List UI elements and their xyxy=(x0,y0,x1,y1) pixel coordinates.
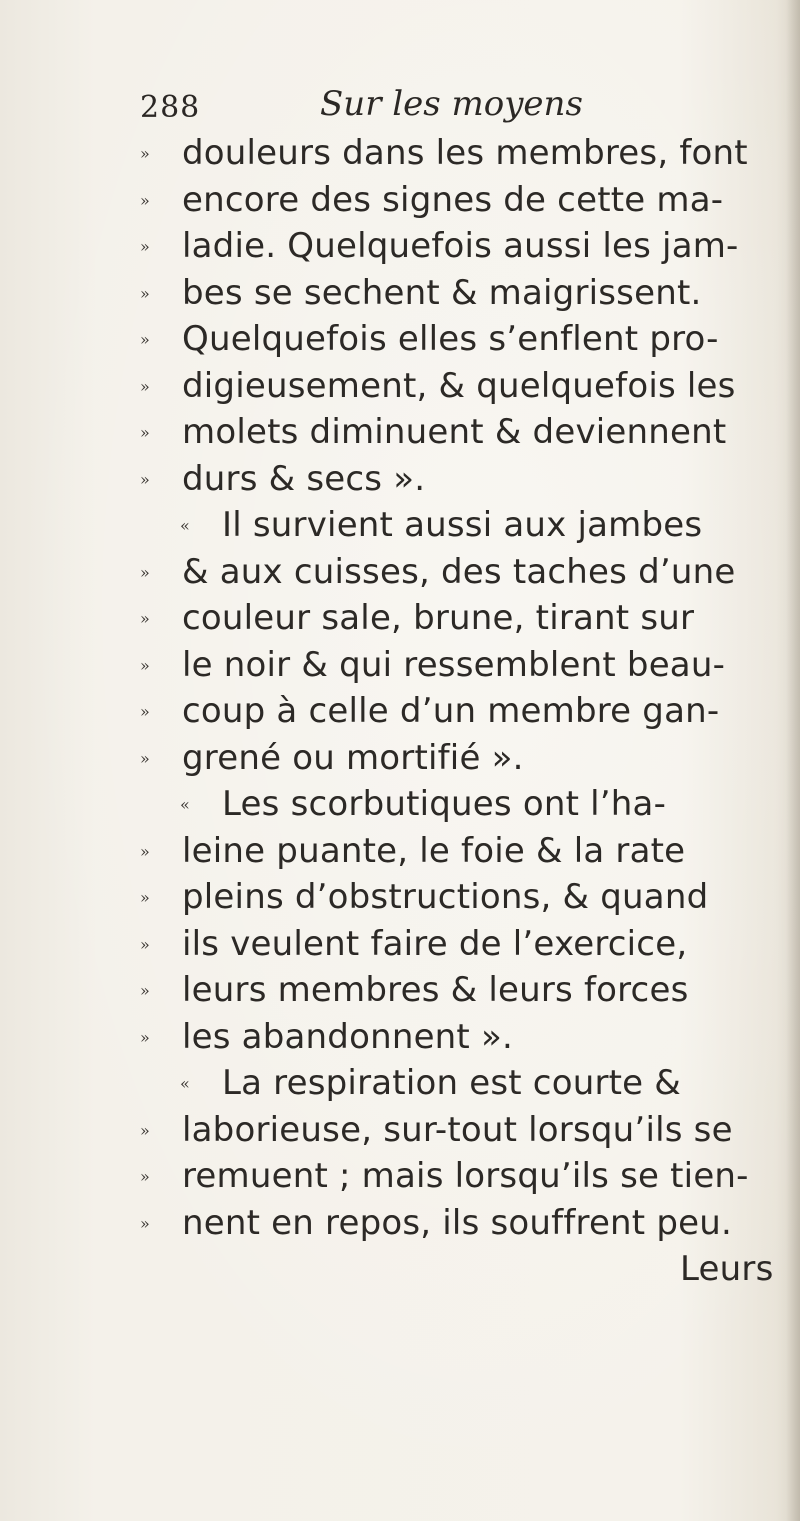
text-line xyxy=(140,549,790,596)
quote-mark: » xyxy=(140,1213,150,1233)
text-line xyxy=(140,316,790,363)
quote-mark: » xyxy=(140,841,150,861)
line-text: leurs membres & leurs forces xyxy=(182,970,689,1010)
text-line xyxy=(140,1153,790,1200)
quote-mark: » xyxy=(140,748,150,768)
line-text: couleur sale, brune, tirant sur xyxy=(182,598,695,638)
quote-mark: » xyxy=(140,888,150,908)
line-text: Les scorbutiques ont l’ha- xyxy=(222,784,667,824)
quote-mark: » xyxy=(140,655,150,675)
text-line xyxy=(140,363,790,410)
line-text: molets diminuent & deviennent xyxy=(182,412,727,452)
line-text: encore des signes de cette ma- xyxy=(182,179,724,220)
running-title: Sur les moyens xyxy=(320,84,583,124)
page-number: 288 xyxy=(140,90,201,125)
quote-mark: » xyxy=(140,283,150,303)
text-line xyxy=(140,130,790,177)
line-text: ils veulent faire de l’exercice, xyxy=(182,923,688,964)
line-text: les abandonnent ». xyxy=(182,1016,513,1057)
text-line xyxy=(140,409,790,456)
text-line xyxy=(140,735,790,782)
line-text: pleins d’obstructions, & quand xyxy=(182,877,709,917)
body-text xyxy=(140,130,790,1293)
line-text: bes se sechent & maigrissent. xyxy=(182,272,702,313)
line-text: Il survient aussi aux jambes xyxy=(222,505,703,545)
text-line xyxy=(140,967,790,1014)
text-line xyxy=(140,223,790,270)
catchword-line xyxy=(140,1246,790,1293)
text-line xyxy=(140,642,790,689)
line-text: & aux cuisses, des taches d’une xyxy=(182,551,736,592)
paragraph-start-line xyxy=(140,502,790,549)
text-line xyxy=(140,1107,790,1154)
line-text: coup à celle d’un membre gan- xyxy=(182,691,720,731)
paragraph-start-line xyxy=(140,781,790,828)
quote-mark: » xyxy=(140,702,150,722)
quote-mark: » xyxy=(140,1027,150,1047)
line-text: La respiration est courte & xyxy=(222,1063,681,1103)
line-text: grené ou mortifié ». xyxy=(182,737,524,778)
text-line xyxy=(140,177,790,224)
text-line xyxy=(140,828,790,875)
line-text: ladie. Quelquefois aussi les jam- xyxy=(182,226,739,266)
quote-mark: » xyxy=(140,562,150,582)
text-line xyxy=(140,688,790,735)
line-text: digieusement, & quelquefois les xyxy=(182,365,736,406)
quote-mark: » xyxy=(140,1120,150,1140)
quote-mark: » xyxy=(140,237,150,257)
quote-mark: » xyxy=(140,423,150,443)
quote-mark: » xyxy=(140,981,150,1001)
line-text: durs & secs ». xyxy=(182,458,426,499)
quote-mark: » xyxy=(140,934,150,954)
quote-mark: « xyxy=(180,795,190,815)
page-header xyxy=(140,84,700,134)
line-text: remuent ; mais lorsqu’ils se tien- xyxy=(182,1156,749,1196)
line-text: douleurs dans les membres, font xyxy=(182,133,748,173)
quote-mark: « xyxy=(180,516,190,536)
catchword: Leurs xyxy=(680,1249,774,1289)
line-text: le noir & qui ressemblent beau- xyxy=(182,644,726,685)
quote-mark: » xyxy=(140,376,150,396)
line-text: nent en repos, ils souffrent peu. xyxy=(182,1202,733,1243)
quote-mark: » xyxy=(140,1167,150,1187)
quote-mark: « xyxy=(180,1074,190,1094)
line-text: leine puante, le foie & la rate xyxy=(182,830,686,871)
paragraph-start-line xyxy=(140,1060,790,1107)
text-line xyxy=(140,1200,790,1247)
text-line xyxy=(140,456,790,503)
quote-mark: » xyxy=(140,330,150,350)
quote-mark: » xyxy=(140,609,150,629)
text-line xyxy=(140,270,790,317)
text-line xyxy=(140,1014,790,1061)
text-line xyxy=(140,595,790,642)
quote-mark: » xyxy=(140,469,150,489)
quote-mark: » xyxy=(140,190,150,210)
line-text: Quelquefois elles s’enflent pro- xyxy=(182,319,719,359)
text-line xyxy=(140,921,790,968)
text-line xyxy=(140,874,790,921)
line-text: laborieuse, sur-tout lorsqu’ils se xyxy=(182,1109,733,1150)
quote-mark: » xyxy=(140,144,150,164)
